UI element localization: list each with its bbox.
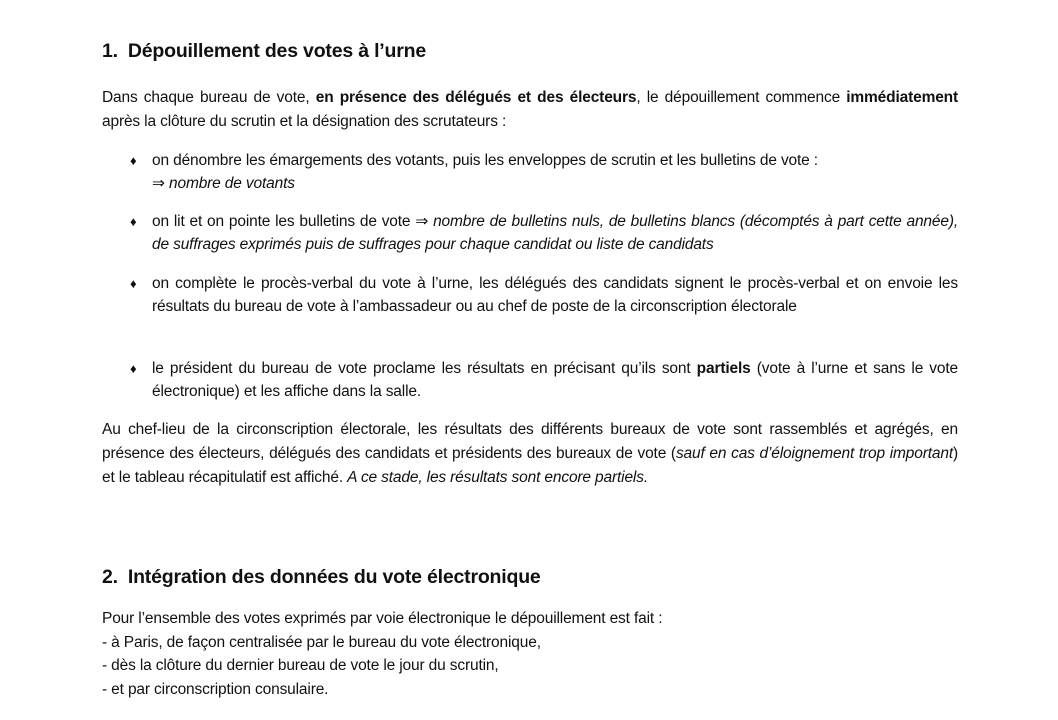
intro-text-2: , le dépouillement commence <box>636 89 847 106</box>
closing-paragraph <box>102 418 958 490</box>
intro-text-1: Dans chaque bureau de vote, <box>102 89 316 106</box>
bullet-text <box>152 357 958 403</box>
section-2-number: 2. <box>102 566 118 588</box>
text-line: - et par circonscription consulaire. <box>102 680 329 698</box>
text-line: - dès la clôture du dernier bureau de vote le jour du scrutin, <box>102 657 499 674</box>
electronic-vote-paragraph <box>102 607 958 701</box>
bullet-item-4 <box>130 357 958 403</box>
bullet-text <box>152 149 958 195</box>
section-1-number: 1. <box>102 40 118 62</box>
arrow-icon: ⇒ <box>415 213 434 230</box>
section-2-title: Intégration des données du vote électronique <box>127 566 541 588</box>
diamond-bullet-icon: ♦ <box>130 361 137 376</box>
intro-bold-2: immédiatement <box>846 89 959 106</box>
intro-bold-1: en présence des délégués et des électeurs <box>315 89 637 106</box>
bullet-2-text: on lit et on pointe les bulletins de vote <box>152 213 416 230</box>
intro-paragraph <box>102 86 958 134</box>
section-1-title: Dépouillement des votes à l’urne <box>127 40 426 62</box>
text-line: - à Paris, de façon centralisée par le bureau du vote électronique, <box>102 633 541 651</box>
section-2-heading <box>102 566 541 589</box>
section-1-heading <box>102 40 426 63</box>
bullet-1-italic: nombre de votants <box>169 175 295 192</box>
arrow-icon: ⇒ <box>152 175 169 192</box>
bullet-2-text-end: candidat ou liste de candidats <box>509 236 714 253</box>
closing-text-1: Au chef-lieu de la circonscription électorale, les résultats des différents bureaux de vote sont rassemblés et agrégés, en présence des électeurs, délégués des candidats et présidents des bureaux de vote ( <box>102 421 958 462</box>
closing-italic-2: A ce stade, les résultats sont encore partiels. <box>347 469 648 486</box>
bullet-4-text-end: (vote à l’urne et sans le vote électronique) et les affiche dans la salle. <box>152 360 958 400</box>
bullet-text <box>152 210 958 256</box>
diamond-bullet-icon: ♦ <box>130 214 137 229</box>
bullet-text: on complète le procès-verbal du vote à l’urne, les délégués des candidats signent le procès-verbal et on envoie les résultats du bureau de vote à l’ambassadeur ou au chef de poste de la circonscription électorale <box>152 275 958 315</box>
closing-text-2: ) et le tableau récapitulatif est affiché. <box>102 445 958 486</box>
diamond-bullet-icon: ♦ <box>130 276 137 291</box>
bullet-2-italic: nombre de bulletins nuls, de bulletins blancs (décomptés à part cette année), de suffrages exprimés puis de suffrages pour chaque <box>152 213 958 253</box>
bullet-4-text: le président du bureau de vote proclame les résultats en précisant qu’ils sont <box>152 360 697 377</box>
bullet-1-text: on dénombre les émargements des votants, puis les enveloppes de scrutin et les bulletins de vote : <box>152 152 818 169</box>
bullet-item-3 <box>130 272 958 318</box>
intro-text-3: après la clôture du scrutin et la désignation des scrutateurs : <box>102 113 507 130</box>
closing-italic-1: sauf en cas d’éloignement trop important <box>675 445 953 462</box>
bullet-item-2 <box>130 210 958 256</box>
bullet-4-bold: partiels <box>696 360 751 377</box>
bullet-item-1 <box>130 149 958 195</box>
diamond-bullet-icon: ♦ <box>130 153 137 168</box>
text-line: Pour l’ensemble des votes exprimés par voie électronique le dépouillement est fait : <box>102 610 663 627</box>
